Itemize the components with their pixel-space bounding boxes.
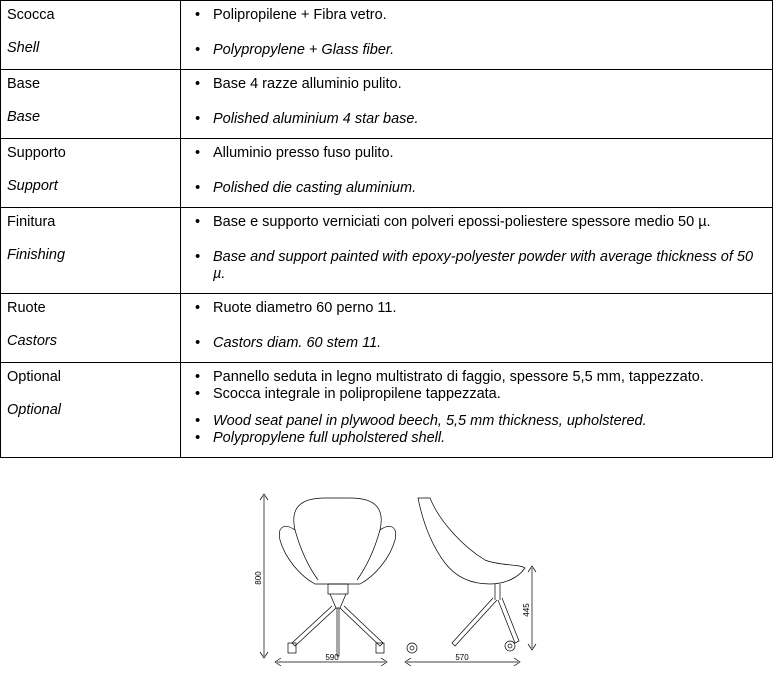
- value-cell: [181, 70, 773, 139]
- value-cell: [181, 1, 773, 70]
- label-en: Optional: [7, 402, 62, 418]
- chair-side-view: [407, 498, 525, 653]
- label-it: Base: [7, 76, 41, 92]
- label-cell: [1, 1, 181, 70]
- bullet-en: • Base and support painted with epoxy-polyester powder with average thickness of 50 µ.: [187, 249, 766, 283]
- label-it: Optional: [7, 369, 62, 385]
- bullet-en: • Polished die casting aluminium.: [187, 180, 766, 197]
- value-cell: [181, 208, 773, 294]
- label-it: Scocca: [7, 7, 55, 23]
- bullet-it: • Base e supporto verniciati con polveri epossi-poliestere spessore medio 50 µ.: [187, 214, 766, 231]
- seat-height-dimension-label: 445: [522, 603, 531, 617]
- spec-row-support: [1, 139, 773, 208]
- value-cell: [181, 363, 773, 458]
- label-cell: [1, 139, 181, 208]
- spec-row-shell: [1, 1, 773, 70]
- front-width-dimension-label: 590: [325, 653, 339, 662]
- label-en: Base: [7, 109, 41, 125]
- label-en: Support: [7, 178, 58, 194]
- label-cell: [1, 294, 181, 363]
- bullet-en: • Wood seat panel in plywood beech, 5,5 mm thickness, upholstered.: [187, 413, 766, 430]
- label-en: Castors: [7, 333, 57, 349]
- value-cell: [181, 139, 773, 208]
- label-it: Supporto: [7, 145, 66, 161]
- bullet-it: • Polipropilene + Fibra vetro.: [187, 7, 766, 24]
- label-en: Finishing: [7, 247, 66, 263]
- bullet-it: • Base 4 razze alluminio pulito.: [187, 76, 766, 93]
- spec-row-optional: [1, 363, 773, 458]
- label-it: Finitura: [7, 214, 56, 230]
- bullet-en: • Polypropylene + Glass fiber.: [187, 42, 766, 59]
- side-width-dimension-label: 570: [455, 653, 469, 662]
- label-cell: [1, 70, 181, 139]
- bullet-it: • Ruote diametro 60 perno 11.: [187, 300, 766, 317]
- label-cell: [1, 208, 181, 294]
- chair-front-view: [279, 498, 395, 656]
- height-dimension-label: 800: [254, 571, 263, 585]
- label-en: Shell: [7, 40, 40, 56]
- spec-row-castors: [1, 294, 773, 363]
- bullet-it: • Alluminio presso fuso pulito.: [187, 145, 766, 162]
- chair-dimension-drawing: [240, 488, 560, 678]
- bullet-it: • Scocca integrale in polipropilene tappezzata.: [187, 386, 766, 403]
- label-it: Ruote: [7, 300, 46, 316]
- bullet-en: • Polypropylene full upholstered shell.: [187, 430, 766, 447]
- label-cell: [1, 363, 181, 458]
- spec-row-base: [1, 70, 773, 139]
- spec-row-finishing: [1, 208, 773, 294]
- bullet-en: • Castors diam. 60 stem 11.: [187, 335, 766, 352]
- bullet-it: • Pannello seduta in legno multistrato di faggio, spessore 5,5 mm, tappezzato.: [187, 369, 766, 386]
- value-cell: [181, 294, 773, 363]
- bullet-en: • Polished aluminium 4 star base.: [187, 111, 766, 128]
